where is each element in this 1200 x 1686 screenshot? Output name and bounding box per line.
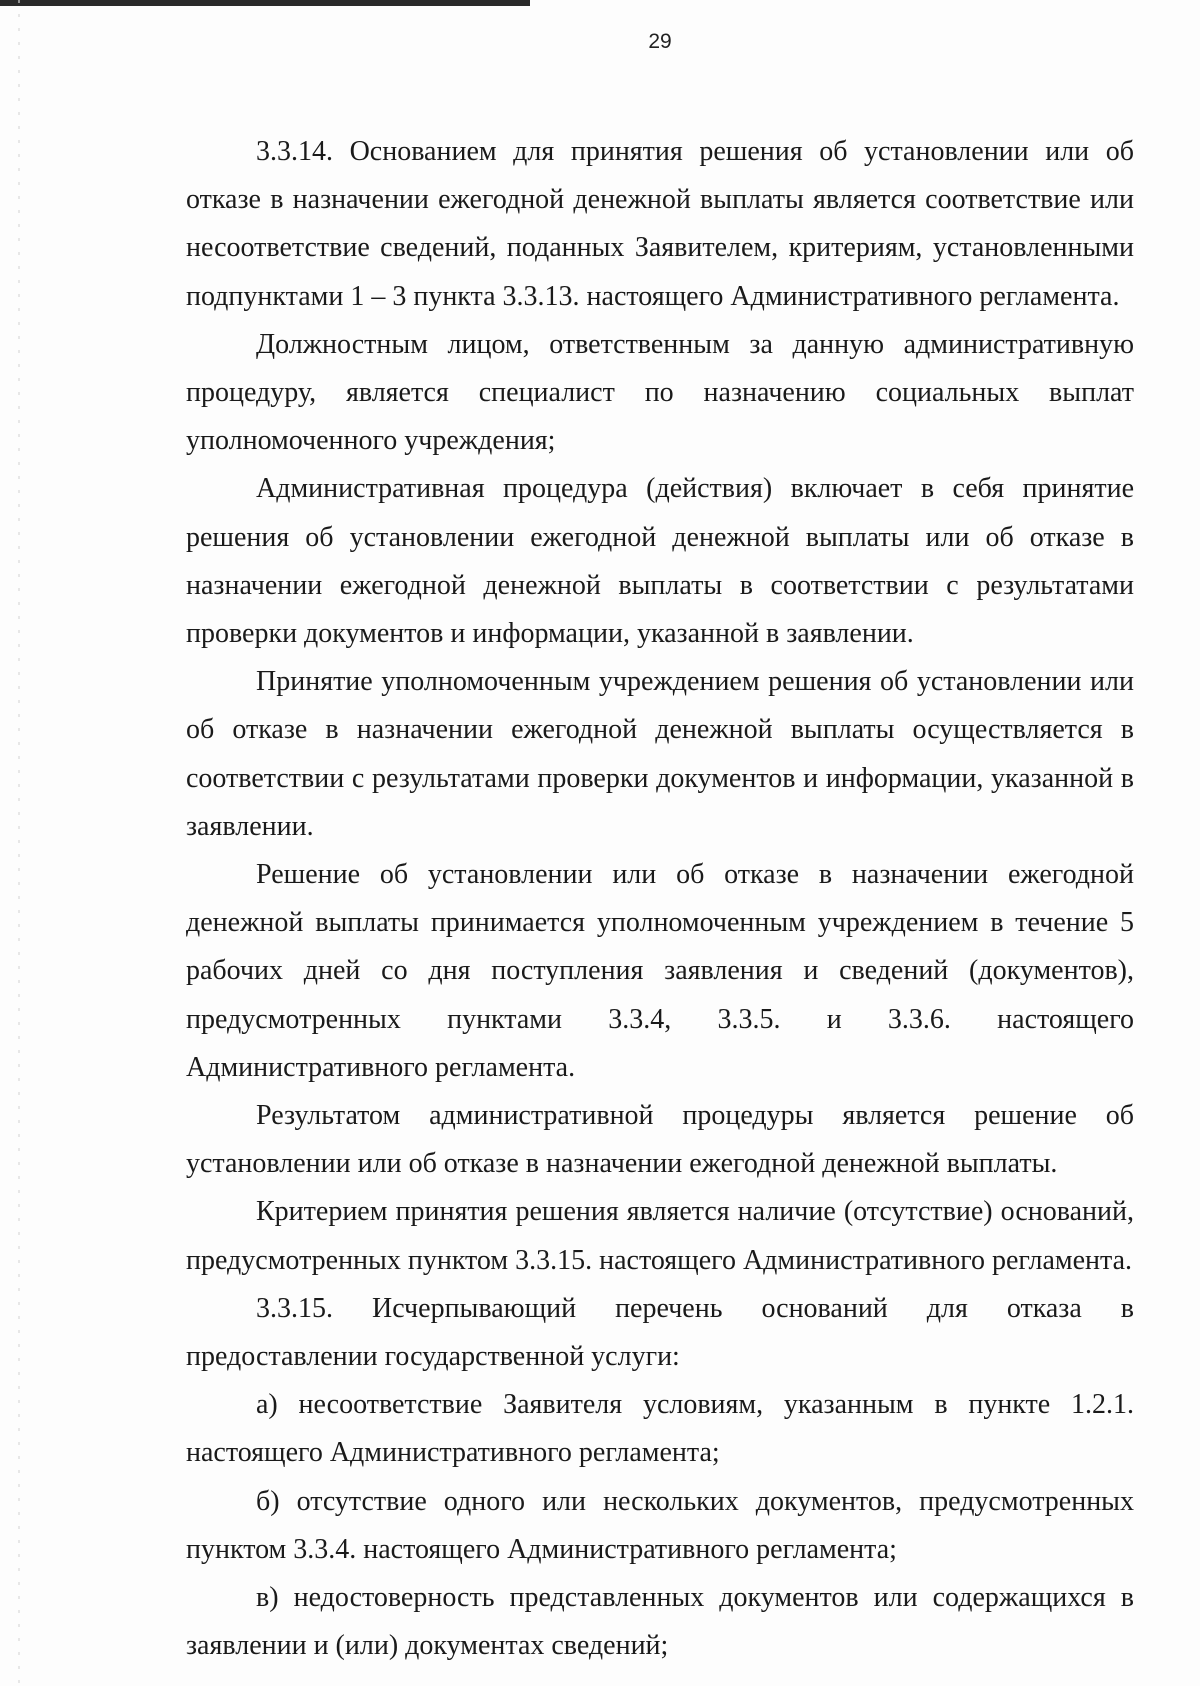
list-item-b: б) отсутствие одного или нескольких документов, предусмотренных пунктом 3.3.4. настоящего Административного регламента; [186, 1485, 1134, 1565]
paragraph-decision-adoption: Принятие уполномоченным учреждением решения об установлении или об отказе в назначении ежегодной денежной выплаты осуществляется в соответствии с результатами проверки документов и информации, указанной в заявлении. [186, 666, 1134, 842]
scan-left-edge [18, 0, 20, 1686]
paragraph-procedure-result: Результатом административной процедуры является решение об установлении или об отказе в назначении ежегодной денежной выплаты. [186, 1100, 1134, 1180]
paragraph-3-3-14: 3.3.14. Основанием для принятия решения об установлении или об отказе в назначении ежегодной денежной выплаты является соответствие или несоответствие сведений, поданных Заявителем, критериям, установленными подпунктами 1 – 3 пункта 3.3.13. настоящего Административного регламента. [186, 136, 1134, 312]
paragraph-responsible-official: Должностным лицом, ответственным за данную административную процедуру, является специалист по назначению социальных выплат уполномоченного учреждения; [186, 328, 1134, 457]
paragraph-decision-criterion: Критерием принятия решения является наличие (отсутствие) оснований, предусмотренных пунктом 3.3.15. настоящего Административного регламента. [186, 1196, 1134, 1276]
paragraph-decision-timeframe: Решение об установлении или об отказе в назначении ежегодной денежной выплаты принимается уполномоченным учреждением в течение 5 рабочих дней со дня поступления заявления и сведений (документов), предусмотренных пунктами 3.3.4, 3.3.5. и 3.3.6. настоящего Административного регламента. [186, 859, 1134, 1083]
paragraph-3-3-15: 3.3.15. Исчерпывающий перечень оснований для отказа в предоставлении государственной услуги: [186, 1292, 1134, 1373]
page-number: 29 [648, 30, 672, 53]
list-item-a: а) несоответствие Заявителя условиям, указанным в пункте 1.2.1. настоящего Административного регламента; [186, 1389, 1134, 1469]
scan-top-edge [0, 0, 530, 6]
list-item-v: в) недостоверность представленных документов или содержащихся в заявлении и (или) документах сведений; [186, 1582, 1134, 1662]
document-body [186, 128, 1134, 1671]
paragraph-procedure-includes: Административная процедура (действия) включает в себя принятие решения об установлении ежегодной денежной выплаты или об отказе в назначении ежегодной денежной выплаты в соответствии с результатами проверки документов и информации, указанной в заявлении. [186, 473, 1134, 650]
